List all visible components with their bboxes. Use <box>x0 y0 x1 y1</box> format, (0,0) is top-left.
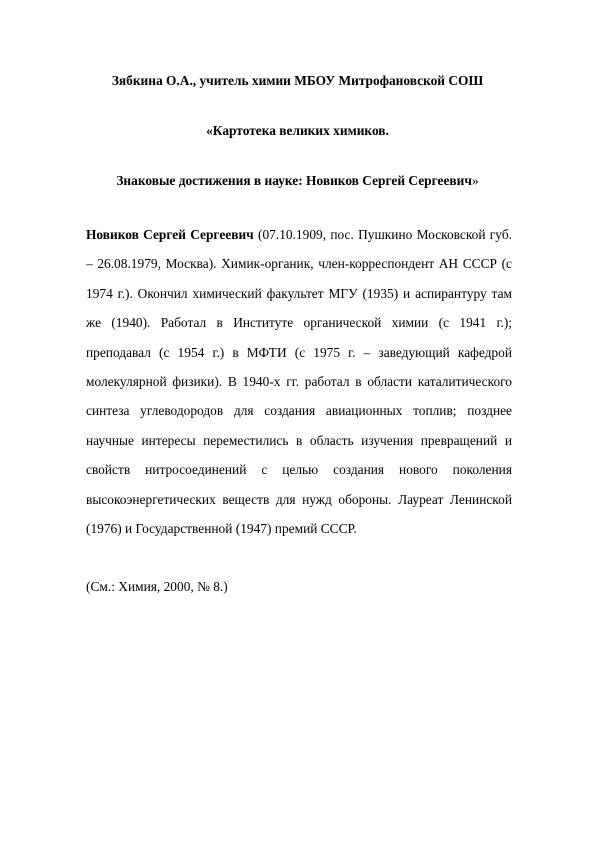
source-citation <box>86 578 512 596</box>
document-title-line-2 <box>80 172 515 190</box>
title-line-1-text: «Картотека великих химиков. <box>206 123 389 138</box>
title-closing-quote: » <box>471 173 479 188</box>
biography-paragraph <box>86 220 512 543</box>
biography-text: (07.10.1909, пос. Пушкино Московской губ. – 26.08.1979, Москва). Химик-органик, член-корреспондент АН СССР (с 1974 г.). Окончил химический факультет МГУ (1935) и аспирантуру там же (1940). Работал в Институте органической химии (с 1941 г.); преподавал (с 1954 г.) в МФТИ (с 1975 г. – заведующий кафедрой молекулярной физики). В 1940-х гг. работал в области каталитического синтеза углеводородов для создания авиационных топлив; позднее научные интересы переместились в область изучения превращений и свойств нитросоединений с целью создания нового поколения высокоэнергетических веществ для нужд обороны. Лауреат Ленинской (1976) и Государственной (1947) премий СССР. <box>86 227 512 537</box>
source-citation-text: (См.: Химия, 2000, № 8.) <box>86 579 228 594</box>
author-line <box>80 72 515 90</box>
scientist-name: Новиков Сергей Сергеевич <box>86 227 254 242</box>
title-line-2-text: Знаковые достижения в науке: Новиков Сергей Сергеевич <box>116 173 472 188</box>
document-title-line-1 <box>80 122 515 140</box>
author-line-text: Зябкина О.А., учитель химии МБОУ Митрофановской СОШ <box>111 73 484 88</box>
